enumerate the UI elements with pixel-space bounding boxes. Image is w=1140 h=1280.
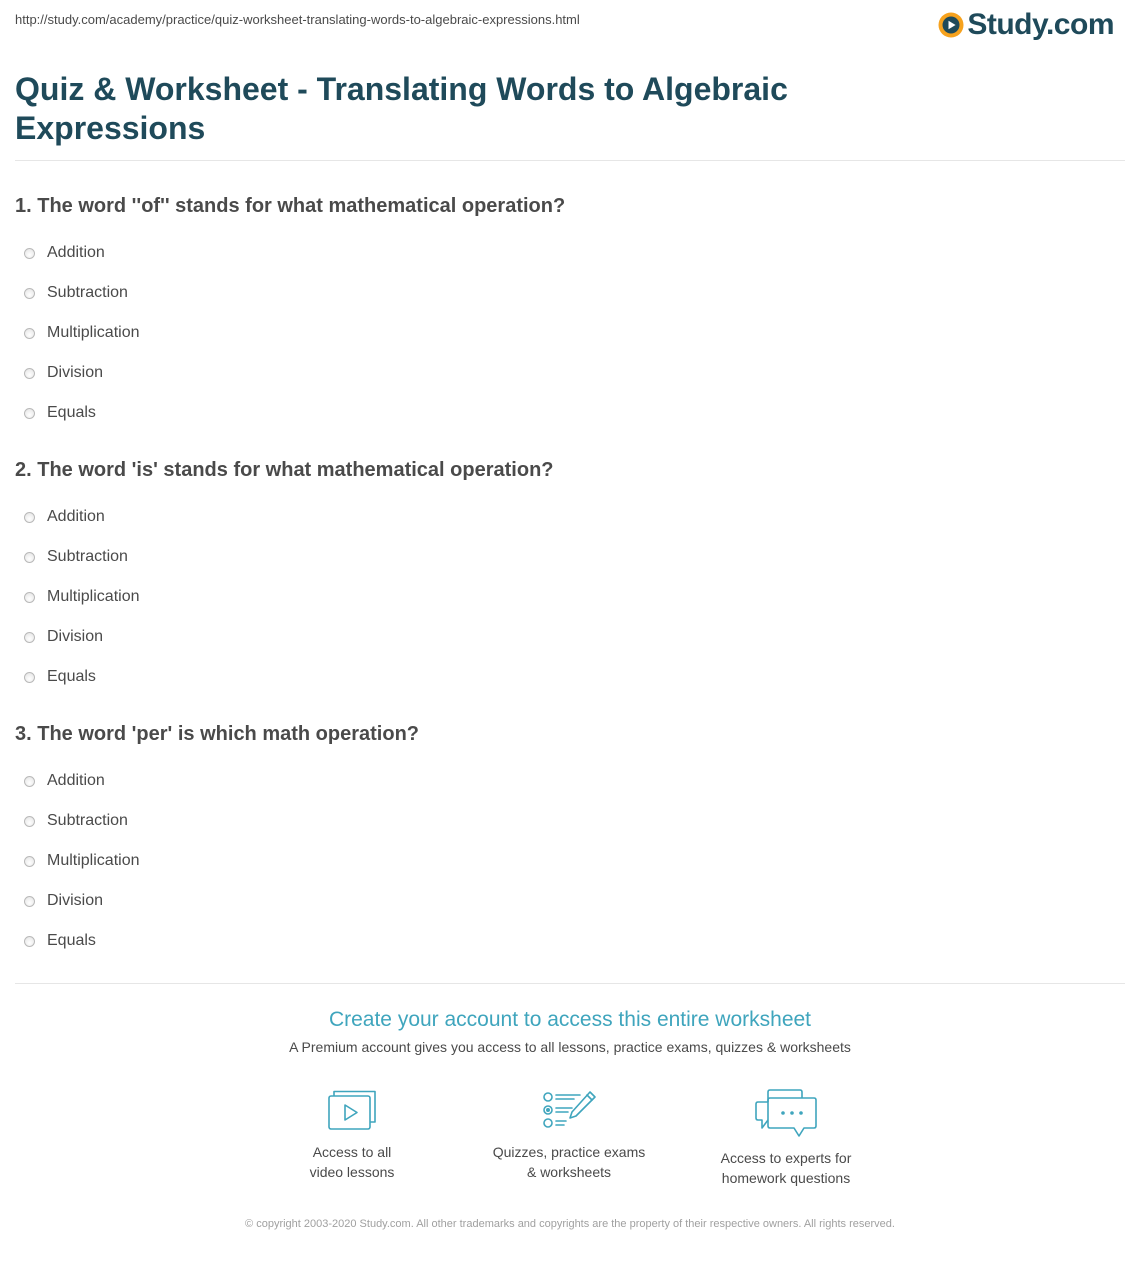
answer-options (15, 497, 1115, 697)
radio-button[interactable] (24, 632, 35, 643)
answer-label: Equals (47, 404, 96, 421)
radio-button[interactable] (24, 672, 35, 683)
play-circle-icon (938, 12, 964, 38)
radio-button[interactable] (24, 816, 35, 827)
answer-option[interactable] (15, 273, 1115, 313)
answer-option[interactable] (15, 353, 1115, 393)
answer-option[interactable] (15, 393, 1115, 433)
answer-label: Equals (47, 668, 96, 685)
question-3 (15, 721, 1115, 961)
answer-option[interactable] (15, 657, 1115, 697)
video-lessons-icon (325, 1088, 379, 1134)
chat-bubbles-icon (754, 1088, 818, 1140)
answer-label: Division (47, 364, 104, 381)
account-cta (0, 1006, 1140, 1056)
answer-label: Multiplication (47, 588, 140, 605)
answer-option[interactable] (15, 497, 1115, 537)
features-row (0, 1088, 1140, 1188)
radio-button[interactable] (24, 856, 35, 867)
copyright-text: © copyright 2003-2020 Study.com. All other trademarks and copyrights are the property of their respective owners. All rights reserved. (245, 1218, 895, 1230)
answer-option[interactable] (15, 881, 1115, 921)
answer-option[interactable] (15, 921, 1115, 961)
answer-options (15, 761, 1115, 961)
page-title: Quiz & Worksheet - Translating Words to Algebraic Expressions (15, 71, 788, 146)
answer-option[interactable] (15, 617, 1115, 657)
answer-label: Addition (47, 508, 105, 525)
cta-heading-link[interactable]: Create your account to access this entire worksheet (328, 1008, 812, 1031)
radio-button[interactable] (24, 248, 35, 259)
radio-button[interactable] (24, 328, 35, 339)
radio-button[interactable] (24, 288, 35, 299)
feature-quizzes (469, 1088, 669, 1182)
answer-label: Addition (47, 772, 105, 789)
radio-button[interactable] (24, 368, 35, 379)
feature-line: Access to experts for (720, 1150, 852, 1166)
answer-label: Division (47, 892, 104, 909)
title-divider (15, 160, 1125, 161)
feature-line: & worksheets (526, 1164, 612, 1180)
footer (0, 1216, 1140, 1233)
answer-option[interactable] (15, 801, 1115, 841)
answer-option[interactable] (15, 761, 1115, 801)
answer-label: Multiplication (47, 324, 140, 341)
feature-line: Access to all (312, 1144, 392, 1160)
radio-button[interactable] (24, 512, 35, 523)
answer-label: Equals (47, 932, 96, 949)
answer-option[interactable] (15, 313, 1115, 353)
quiz-checklist-icon (540, 1088, 598, 1134)
radio-button[interactable] (24, 592, 35, 603)
study-logo[interactable] (938, 8, 1114, 42)
question-text: 2. The word 'is' stands for what mathematical operation? (15, 459, 554, 481)
feature-line: homework questions (721, 1170, 851, 1186)
answer-label: Addition (47, 244, 105, 261)
top-bar (15, 0, 1125, 40)
cta-divider (15, 983, 1125, 984)
radio-button[interactable] (24, 776, 35, 787)
question-2 (15, 457, 1115, 697)
question-text: 3. The word 'per' is which math operation? (15, 723, 420, 745)
radio-button[interactable] (24, 552, 35, 563)
question-text: 1. The word ''of'' stands for what mathematical operation? (15, 195, 566, 217)
page-url: http://study.com/academy/practice/quiz-worksheet-translating-words-to-algebraic-expressions.html (15, 12, 580, 27)
answer-options (15, 233, 1115, 433)
answer-label: Subtraction (47, 812, 128, 829)
cta-subtext: A Premium account gives you access to all lessons, practice exams, quizzes & worksheets (289, 1039, 851, 1055)
answer-option[interactable] (15, 577, 1115, 617)
feature-line: Quizzes, practice exams (492, 1144, 646, 1160)
radio-button[interactable] (24, 408, 35, 419)
answer-option[interactable] (15, 233, 1115, 273)
answer-label: Subtraction (47, 284, 128, 301)
answer-label: Multiplication (47, 852, 140, 869)
question-1 (15, 193, 1115, 433)
radio-button[interactable] (24, 896, 35, 907)
answer-label: Subtraction (47, 548, 128, 565)
answer-option[interactable] (15, 841, 1115, 881)
answer-label: Division (47, 628, 104, 645)
feature-video-lessons (252, 1088, 452, 1182)
feature-line: video lessons (309, 1164, 395, 1180)
feature-experts (686, 1088, 886, 1188)
answer-option[interactable] (15, 537, 1115, 577)
radio-button[interactable] (24, 936, 35, 947)
logo-text: Study.com (967, 8, 1114, 41)
